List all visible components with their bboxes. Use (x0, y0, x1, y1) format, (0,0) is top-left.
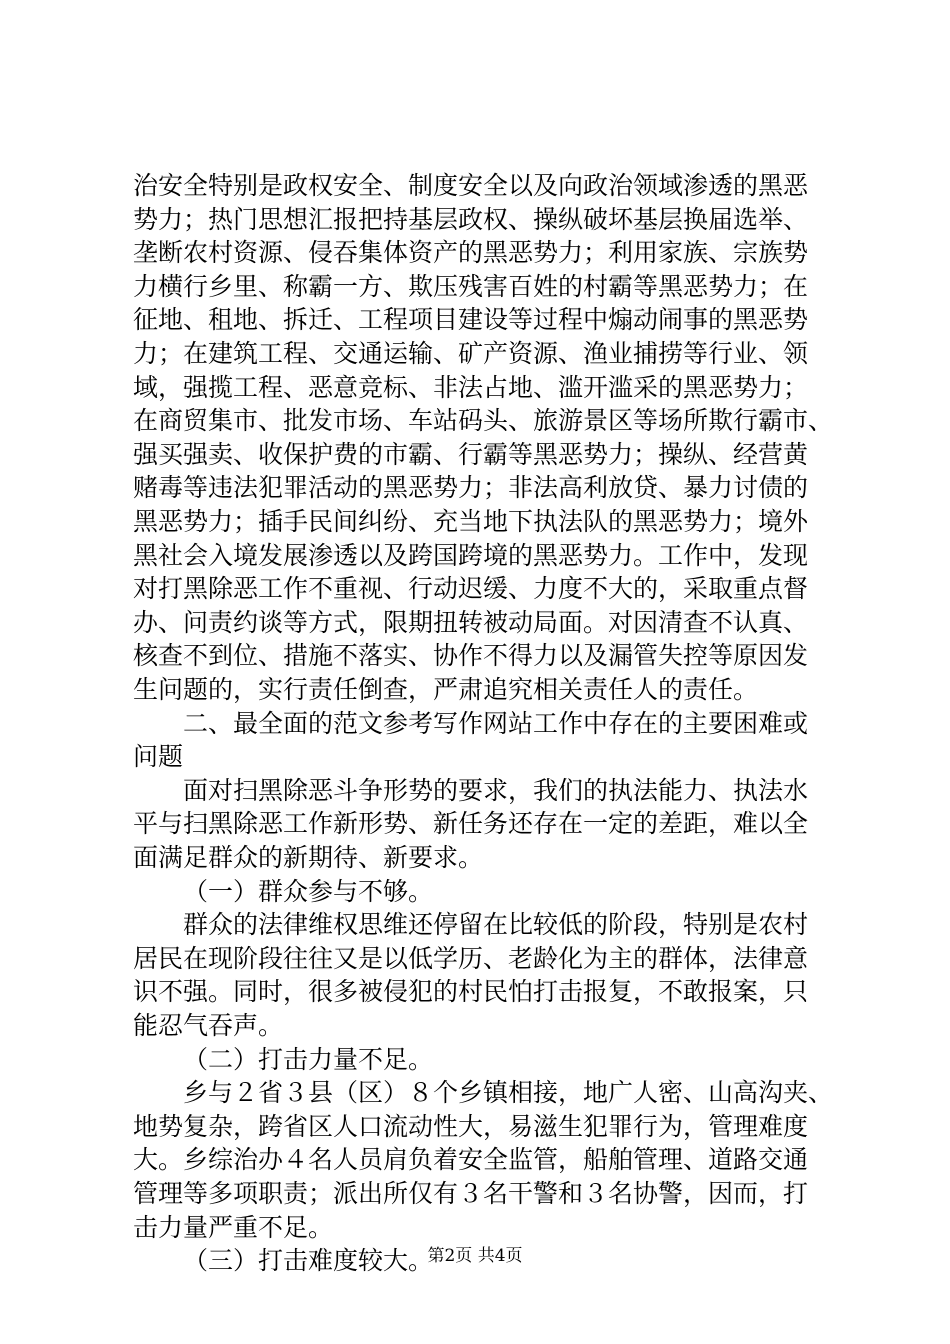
text-line: 管理等多项职责；派出所仅有３名干警和３名协警，因而，打 (133, 1179, 809, 1208)
text-line: 垄断农村资源、侵吞集体资产的黑恶势力；利用家族、宗族势 (133, 238, 809, 268)
subsection-heading: （一）群众参与不够。 (183, 876, 434, 906)
text-line: 在商贸集市、批发市场、车站码头、旅游景区等场所欺行霸市、 (133, 406, 834, 436)
text-line: 黑社会入境发展渗透以及跨国跨境的黑恶势力。工作中，发现 (133, 540, 809, 570)
text-line: 地势复杂，跨省区人口流动性大，易滋生犯罪行为，管理难度 (133, 1111, 809, 1141)
section-heading: 二、最全面的范文参考写作网站工作中存在的主要困难或 (183, 708, 809, 738)
text-line: 居民在现阶段往往又是以低学历、老龄化为主的群体，法律意 (133, 943, 809, 973)
text-line: 办、问责约谈等方式，限期扭转被动局面。对因清查不认真、 (133, 607, 809, 637)
text-line: 平与扫黑除恶工作新形势、新任务还存在一定的差距，难以全 (133, 809, 809, 839)
text-line: 能忍气吞声。 (133, 1011, 284, 1040)
text-line: 乡与２省３县（区）８个乡镇相接，地广人密、山高沟夹、 (183, 1078, 834, 1108)
text-line: 强买强卖、收保护费的市霸、行霸等黑恶势力；操纵、经营黄 (133, 439, 809, 469)
text-line: 识不强。同时，很多被侵犯的村民怕打击报复，不敢报案，只 (133, 977, 809, 1007)
text-line: 大。乡综治办４名人员肩负着安全监管，船舶管理、道路交通 (133, 1145, 809, 1175)
text-line: 击力量严重不足。 (133, 1212, 334, 1242)
text-line: 面满足群众的新期待、新要求。 (133, 843, 484, 872)
text-line: 力；在建筑工程、交通运输、矿产资源、渔业捕捞等行业、领 (133, 339, 809, 368)
text-line: 核查不到位、措施不落实、协作不得力以及漏管失控等原因发 (133, 641, 809, 671)
text-line: 生问题的，实行责任倒查，严肃追究相关责任人的责任。 (133, 675, 759, 704)
text-line: 群众的法律维权思维还停留在比较低的阶段，特别是农村 (183, 910, 809, 940)
subsection-heading: （二）打击力量不足。 (183, 1044, 434, 1074)
subsection-heading: （三）打击难度较大。 (183, 1246, 434, 1276)
text-line: 赌毒等违法犯罪活动的黑恶势力；非法高利放贷、暴力讨债的 (133, 473, 809, 503)
text-line: 域，强揽工程、恶意竞标、非法占地、滥开滥采的黑恶势力； (133, 372, 809, 402)
text-line: 治安全特别是政权安全、制度安全以及向政治领域渗透的黑恶 (133, 171, 809, 200)
text-line: 势力；热门思想汇报把持基层政权、操纵破坏基层换届选举、 (133, 204, 809, 234)
text-line: 面对扫黑除恶斗争形势的要求，我们的执法能力、执法水 (183, 775, 809, 805)
text-line: 力横行乡里、称霸一方、欺压残害百姓的村霸等黑恶势力；在 (133, 271, 809, 301)
text-line: 征地、租地、拆迁、工程项目建设等过程中煽动闹事的黑恶势 (133, 305, 809, 335)
text-line: 对打黑除恶工作不重视、行动迟缓、力度不大的，采取重点督 (133, 574, 809, 604)
section-heading-continuation: 问题 (133, 742, 184, 772)
page-number-footer: 第2页 共4页 (427, 1246, 523, 1266)
text-line: 黑恶势力；插手民间纠纷、充当地下执法队的黑恶势力；境外 (133, 507, 809, 536)
